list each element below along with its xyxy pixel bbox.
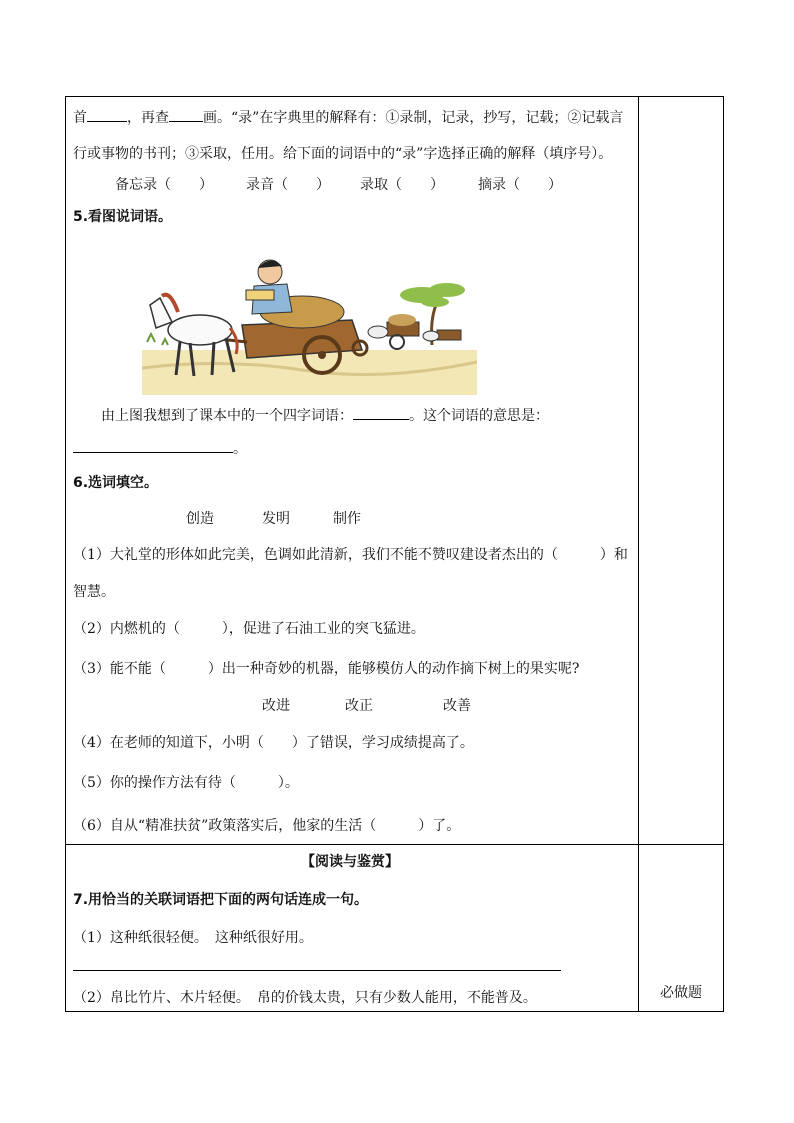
q6-sentence-1a: （1）大礼堂的形体如此完美，色调如此清新，我们不能不赞叹建设者杰出的（ ）和 <box>73 547 628 563</box>
q6-sentence-3: （3）能不能（ ）出一种奇妙的机器，能够模仿人的动作摘下树上的果实呢? <box>73 661 580 677</box>
q7-item-1: （1）这种纸很轻便。 这种纸很好用。 <box>73 930 313 946</box>
q6-sentence-6: （6）自从“精准扶贫”政策落实后，他家的生活（ ）了。 <box>73 818 461 834</box>
q4-line1: 首 ，再查 画。“录”在字典里的解释有：①录制，记录，抄写，记载；②记载言 <box>73 110 624 126</box>
q4-line2: 行或事物的书刊；③采取，任用。给下面的词语中的“录”字选择正确的解释（填序号）。 <box>73 146 613 162</box>
cart-illustration <box>142 250 477 395</box>
q4-blank-1[interactable] <box>87 109 127 122</box>
q7-title: 7.用恰当的关联词语把下面的两句话连成一句。 <box>73 892 369 908</box>
q5-title: 5.看图说词语。 <box>73 209 173 225</box>
q4-option-3: 录取（ ） <box>360 177 444 193</box>
q4-option-2: 录音（ ） <box>246 177 330 193</box>
q6-sentence-4: （4）在老师的知道下，小明（ ）了错误，学习成绩提高了。 <box>73 735 474 751</box>
q5-line2: 。 <box>73 440 247 457</box>
q6-sentence-1b: 智慧。 <box>73 584 115 600</box>
q6-sentence-5: （5）你的操作方法有待（ ）。 <box>73 775 299 791</box>
q4-option-1: 备忘录（ ） <box>115 177 213 193</box>
q6-word-4: 改进 <box>262 698 290 714</box>
q6-word-2: 发明 <box>262 511 290 527</box>
q6-word-6: 改善 <box>443 698 471 714</box>
reading-section-header: 【阅读与鉴赏】 <box>301 854 399 870</box>
required-label: 必做题 <box>660 985 702 1001</box>
q5-meaning-blank[interactable] <box>73 440 233 453</box>
q7-item-2: （2）帛比竹片、木片轻便。 帛的价钱太贵，只有少数人能用，不能普及。 <box>73 990 537 1006</box>
q6-word-1: 创造 <box>186 511 214 527</box>
q6-word-3: 制作 <box>333 511 361 527</box>
q7-answer-line[interactable] <box>73 970 561 971</box>
q5-line1: 由上图我想到了课本中的一个四字词语： 。这个词语的意思是： <box>101 408 549 424</box>
q6-title: 6.选词填空。 <box>73 475 159 491</box>
q6-sentence-2: （2）内燃机的（ ），促进了石油工业的突飞猛进。 <box>73 621 425 637</box>
row-divider <box>65 844 724 845</box>
q4-option-4: 摘录（ ） <box>478 177 562 193</box>
q4-blank-2[interactable] <box>169 109 203 122</box>
q5-idiom-blank[interactable] <box>353 407 409 420</box>
q6-word-5: 改正 <box>345 698 373 714</box>
column-divider <box>638 96 639 1012</box>
